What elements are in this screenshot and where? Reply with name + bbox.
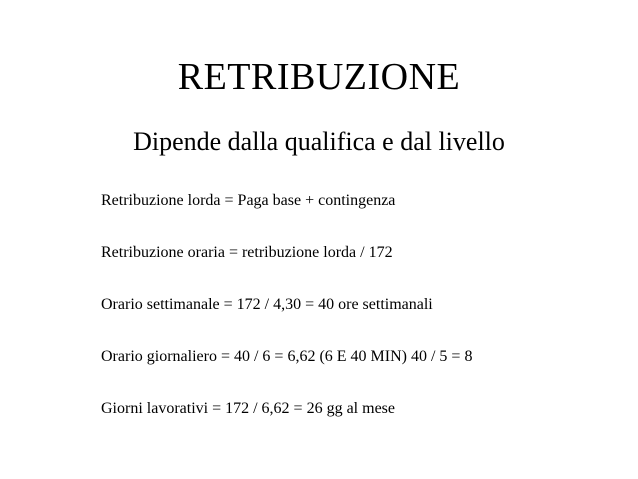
content-line-working-days: Giorni lavorativi = 172 / 6,62 = 26 gg al mese [101,400,395,417]
slide-title: RETRIBUZIONE [177,56,461,98]
content-line-hourly-pay: Retribuzione oraria = retribuzione lorda / 172 [101,244,393,261]
content-lines [101,191,472,451]
content-line-daily-hours: Orario giornaliero = 40 / 6 = 6,62 (6 E 40 MIN) 40 / 5 = 8 [101,348,473,365]
content-line-gross-pay: Retribuzione lorda = Paga base + contingenza [101,192,396,209]
slide-subtitle: Dipende dalla qualifica e dal livello [133,127,505,156]
content-line-weekly-hours: Orario settimanale = 172 / 4,30 = 40 ore settimanali [101,296,433,313]
